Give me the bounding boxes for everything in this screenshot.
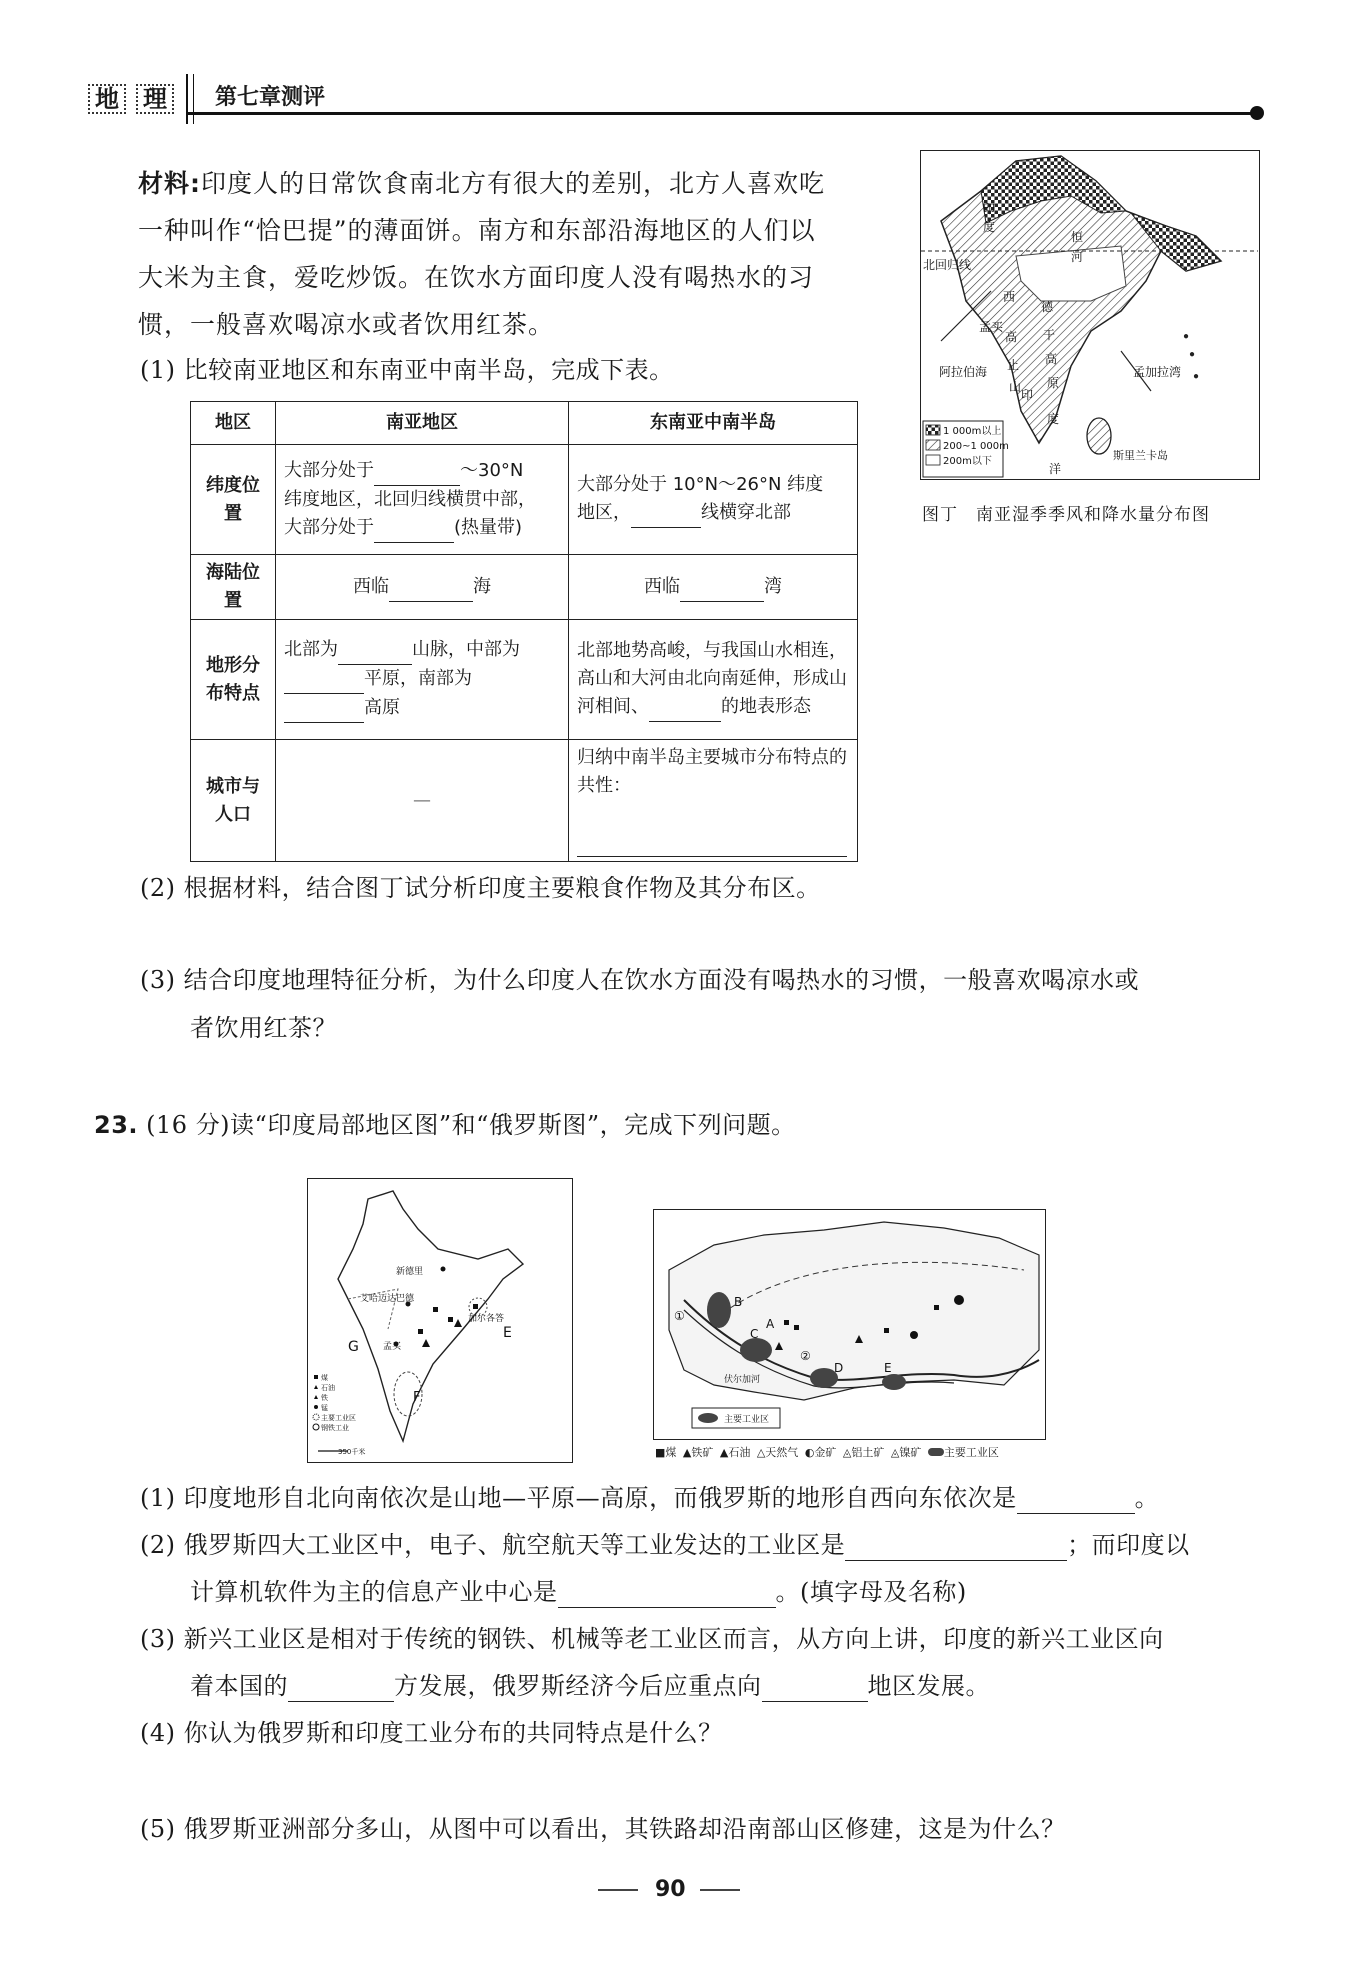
text: 地区， <box>577 502 631 523</box>
header-divider-2 <box>193 74 194 124</box>
cell-ic-latitude <box>569 445 858 555</box>
answer-blank[interactable] <box>288 1671 394 1702</box>
table-row-latitude <box>191 445 858 555</box>
legend-label: 铁 <box>321 1394 328 1402</box>
material-line-2: 一种叫作“恰巴提”的薄面饼。南方和东部沿海地区的人们以 <box>138 216 816 245</box>
legend-item: 主要工业区 <box>943 1446 999 1459</box>
legend-label: 1 000m以上 <box>943 426 1002 437</box>
table-row-sea-land <box>191 555 858 620</box>
table-header-row <box>191 402 858 445</box>
label: D <box>834 1361 844 1375</box>
material-label: 材料: <box>138 169 201 198</box>
answer-blank[interactable] <box>558 1577 776 1608</box>
material-line-4: 惯，一般喜欢喝凉水或者饮用红茶。 <box>138 310 555 339</box>
legend-label: 主要工业区 <box>321 1414 356 1422</box>
q23-s1 <box>140 1483 1159 1514</box>
answer-blank[interactable] <box>374 457 460 486</box>
text: ；而印度以 <box>1067 1531 1190 1559</box>
text: 方发展，俄罗斯经济今后应重点向 <box>394 1672 762 1700</box>
q22-sub3-line1: (3) 结合印度地理特征分析，为什么印度人在饮水方面没有喝热水的习惯，一般喜欢喝凉水或 <box>140 966 1140 994</box>
cell-ic-city <box>569 740 858 862</box>
table-header-indochina: 东南亚中南半岛 <box>569 402 858 445</box>
row-label-sea-land: 海陆位置 <box>191 555 276 620</box>
answer-blank[interactable] <box>845 1530 1067 1561</box>
text: 大部分处于 10°N～26°N 纬度 <box>577 474 824 495</box>
map-india-drawing <box>308 1179 571 1461</box>
label: 印 <box>983 202 996 216</box>
label: 孟买 <box>979 320 1004 334</box>
table-row-city <box>191 740 858 862</box>
text: 平原，南部为 <box>364 668 472 689</box>
table-header-south-asia: 南亚地区 <box>276 402 569 445</box>
label: 止 <box>1007 358 1020 372</box>
text: 西临 <box>644 575 680 597</box>
table-header-region: 地区 <box>191 402 276 445</box>
map-russia-drawing <box>654 1210 1044 1438</box>
q22-sub3-line2: 者饮用红茶？ <box>190 1014 337 1042</box>
legend-item: ◐金矿 <box>804 1446 837 1459</box>
text: 纬度地区，北回归线横贯中部， <box>284 488 536 510</box>
answer-blank[interactable] <box>631 499 701 528</box>
text: 大部分处于 <box>284 459 374 481</box>
header-rule-dot <box>1250 106 1264 120</box>
answer-blank[interactable] <box>649 693 721 722</box>
legend-label: 煤 <box>321 1374 328 1382</box>
text: 山脉，中部为 <box>412 639 520 660</box>
cell-sa-latitude <box>276 445 569 555</box>
q22-sub2: (2) 根据材料，结合图丁试分析印度主要粮食作物及其分布区。 <box>140 874 821 902</box>
q23-s5: (5) 俄罗斯亚洲部分多山，从图中可以看出，其铁路却沿南部山区修建，这是为什么？ <box>140 1815 1066 1843</box>
text: 北部为 <box>284 639 338 660</box>
q22-sub1: (1) 比较南亚地区和东南亚中南半岛，完成下表。 <box>140 356 674 384</box>
label: 北回归线 <box>923 258 972 272</box>
legend-item: ■煤 <box>655 1446 677 1459</box>
material-line-1-text: 印度人的日常饮食南北方有很大的差别，北方人喜欢吃 <box>201 169 826 198</box>
header-rule <box>188 112 1256 115</box>
q23-s2b <box>190 1577 967 1608</box>
label: 河 <box>1071 250 1084 264</box>
legend-label: 锰 <box>321 1404 328 1412</box>
answer-blank[interactable] <box>284 694 364 723</box>
legend-swatch <box>928 1448 944 1456</box>
legend-label: 200m以下 <box>943 456 992 467</box>
label: 艾哈迈达巴德 <box>360 1294 415 1304</box>
label: 山 <box>1009 380 1022 394</box>
table-row-terrain <box>191 620 858 740</box>
material-paragraph <box>138 160 878 348</box>
answer-blank[interactable] <box>284 665 364 694</box>
legend-item: ◬铝土矿 <box>842 1446 885 1459</box>
q23-s2a <box>140 1530 1190 1561</box>
label: 高 <box>1005 330 1018 344</box>
text: 大部分处于 <box>284 516 374 538</box>
text: 湾 <box>764 575 782 597</box>
map-south-asia <box>920 150 1260 480</box>
text: 着本国的 <box>190 1672 288 1700</box>
svg-text:●: ● <box>1183 332 1190 343</box>
label: 阿拉伯海 <box>939 365 988 379</box>
cell-sa-terrain <box>276 620 569 740</box>
text: 西临 <box>353 575 389 597</box>
label: 加尔各答 <box>468 1314 505 1324</box>
map-south-asia-caption: 图丁 南亚湿季季风和降水量分布图 <box>922 505 1210 525</box>
russia-inner-legend: 主要工业区 <box>724 1415 770 1425</box>
label: 高 <box>1045 352 1058 366</box>
label: ② <box>800 1349 811 1363</box>
q23-s3b <box>190 1671 990 1702</box>
svg-text:●: ● <box>1193 372 1200 383</box>
label: 原 <box>1047 376 1060 390</box>
label: 干 <box>1043 328 1056 342</box>
page-number: 90 <box>655 1877 686 1902</box>
label: A <box>766 1317 775 1331</box>
label: ① <box>674 1309 685 1323</box>
answer-blank[interactable] <box>762 1671 868 1702</box>
answer-blank[interactable] <box>680 573 764 602</box>
label: G <box>348 1339 359 1355</box>
label: E <box>884 1361 892 1375</box>
label: 新德里 <box>396 1267 424 1277</box>
legend-item: ▲铁矿 <box>682 1446 714 1459</box>
row-label-latitude: 纬度位置 <box>191 445 276 555</box>
material-line-3: 大米为主食，爱吃炒饭。在饮水方面印度人没有喝热水的习 <box>138 263 815 292</box>
scale-label: 350千米 <box>338 1448 366 1456</box>
answer-blank[interactable] <box>1017 1483 1135 1514</box>
label: E <box>503 1325 512 1341</box>
label: 洋 <box>1049 462 1062 476</box>
label: C <box>750 1327 759 1341</box>
q23-intro-text: (16 分)读“印度局部地区图”和“俄罗斯图”，完成下列问题。 <box>146 1111 796 1139</box>
subject-char-1: 地 <box>88 84 126 114</box>
page-number-rule-right <box>700 1889 740 1891</box>
q23-number: 23. <box>94 1111 139 1139</box>
chapter-title: 第七章测评 <box>215 84 326 110</box>
answer-blank[interactable] <box>389 573 473 602</box>
material-line-1 <box>138 160 878 207</box>
russia-legend <box>655 1444 999 1460</box>
subject-char-2: 理 <box>136 84 174 114</box>
text: 地区发展。 <box>867 1672 990 1700</box>
legend-item: ◬镍矿 <box>890 1446 922 1459</box>
map-russia <box>653 1209 1046 1440</box>
text: 海 <box>473 575 491 597</box>
label: 德 <box>1041 300 1054 314</box>
row-label-city: 城市与人口 <box>191 740 276 862</box>
row-label-terrain: 地形分布特点 <box>191 620 276 740</box>
label: 印 <box>1021 388 1034 402</box>
legend-label: 钢铁工业 <box>321 1424 349 1432</box>
map-ding-legend <box>923 421 1009 477</box>
label: 孟买 <box>383 1342 402 1352</box>
legend-item: ▲石油 <box>719 1446 751 1459</box>
legend-item: △天然气 <box>756 1446 799 1459</box>
map-india-part <box>307 1178 573 1463</box>
answer-blank[interactable] <box>338 636 412 665</box>
india-legend <box>313 1373 356 1432</box>
text: 。 <box>1134 1484 1160 1512</box>
page-number-rule-left <box>598 1889 638 1891</box>
q23-s4: (4) 你认为俄罗斯和印度工业分布的共同特点是什么？ <box>140 1719 723 1747</box>
header-divider <box>186 74 188 124</box>
text: (热量带) <box>454 516 523 538</box>
text: (2) 俄罗斯四大工业区中，电子、航空航天等工业发达的工业区是 <box>140 1531 846 1559</box>
text: ～30°N <box>460 459 524 481</box>
comparison-table <box>190 401 858 862</box>
answer-blank[interactable] <box>577 828 847 857</box>
label: 斯里兰卡岛 <box>1113 449 1168 462</box>
label: 西 <box>1003 290 1016 304</box>
q23-intro <box>94 1110 796 1140</box>
text: (1) 印度地形自北向南依次是山地—平原—高原，而俄罗斯的地形自西向东依次是 <box>140 1484 1017 1512</box>
label: 恒 <box>1071 230 1084 244</box>
label: 孟加拉湾 <box>1133 365 1182 379</box>
cell-sa-city: — <box>276 740 569 862</box>
label: F <box>413 1390 421 1405</box>
cell-ic-sea-land <box>569 555 858 620</box>
legend-label: 200~1 000m <box>943 441 1009 452</box>
map-south-asia-drawing <box>921 151 1258 478</box>
label: 度 <box>983 220 996 234</box>
answer-blank[interactable] <box>374 514 454 543</box>
text: 北部地势高峻，与我国山水相连，高山和大河由北向南延伸，形成山河相间、 <box>577 640 847 717</box>
q23-s3a: (3) 新兴工业区是相对于传统的钢铁、机械等老工业区而言，从方向上讲，印度的新兴工业区向 <box>140 1625 1164 1653</box>
text: 线横穿北部 <box>701 502 791 523</box>
svg-text:●: ● <box>1189 350 1196 361</box>
text: 高原 <box>364 697 400 718</box>
label: 度 <box>1047 412 1060 426</box>
text: 归纳中南半岛主要城市分布特点的共性： <box>577 747 847 796</box>
legend-label: 石油 <box>321 1384 335 1392</box>
text: 。(填字母及名称) <box>775 1578 967 1606</box>
cell-ic-terrain <box>569 620 858 740</box>
cell-sa-sea-land <box>276 555 569 620</box>
text: 的地表形态 <box>721 696 811 717</box>
label: B <box>734 1295 743 1309</box>
text: 计算机软件为主的信息产业中心是 <box>190 1578 558 1606</box>
label: 伏尔加河 <box>724 1375 761 1385</box>
